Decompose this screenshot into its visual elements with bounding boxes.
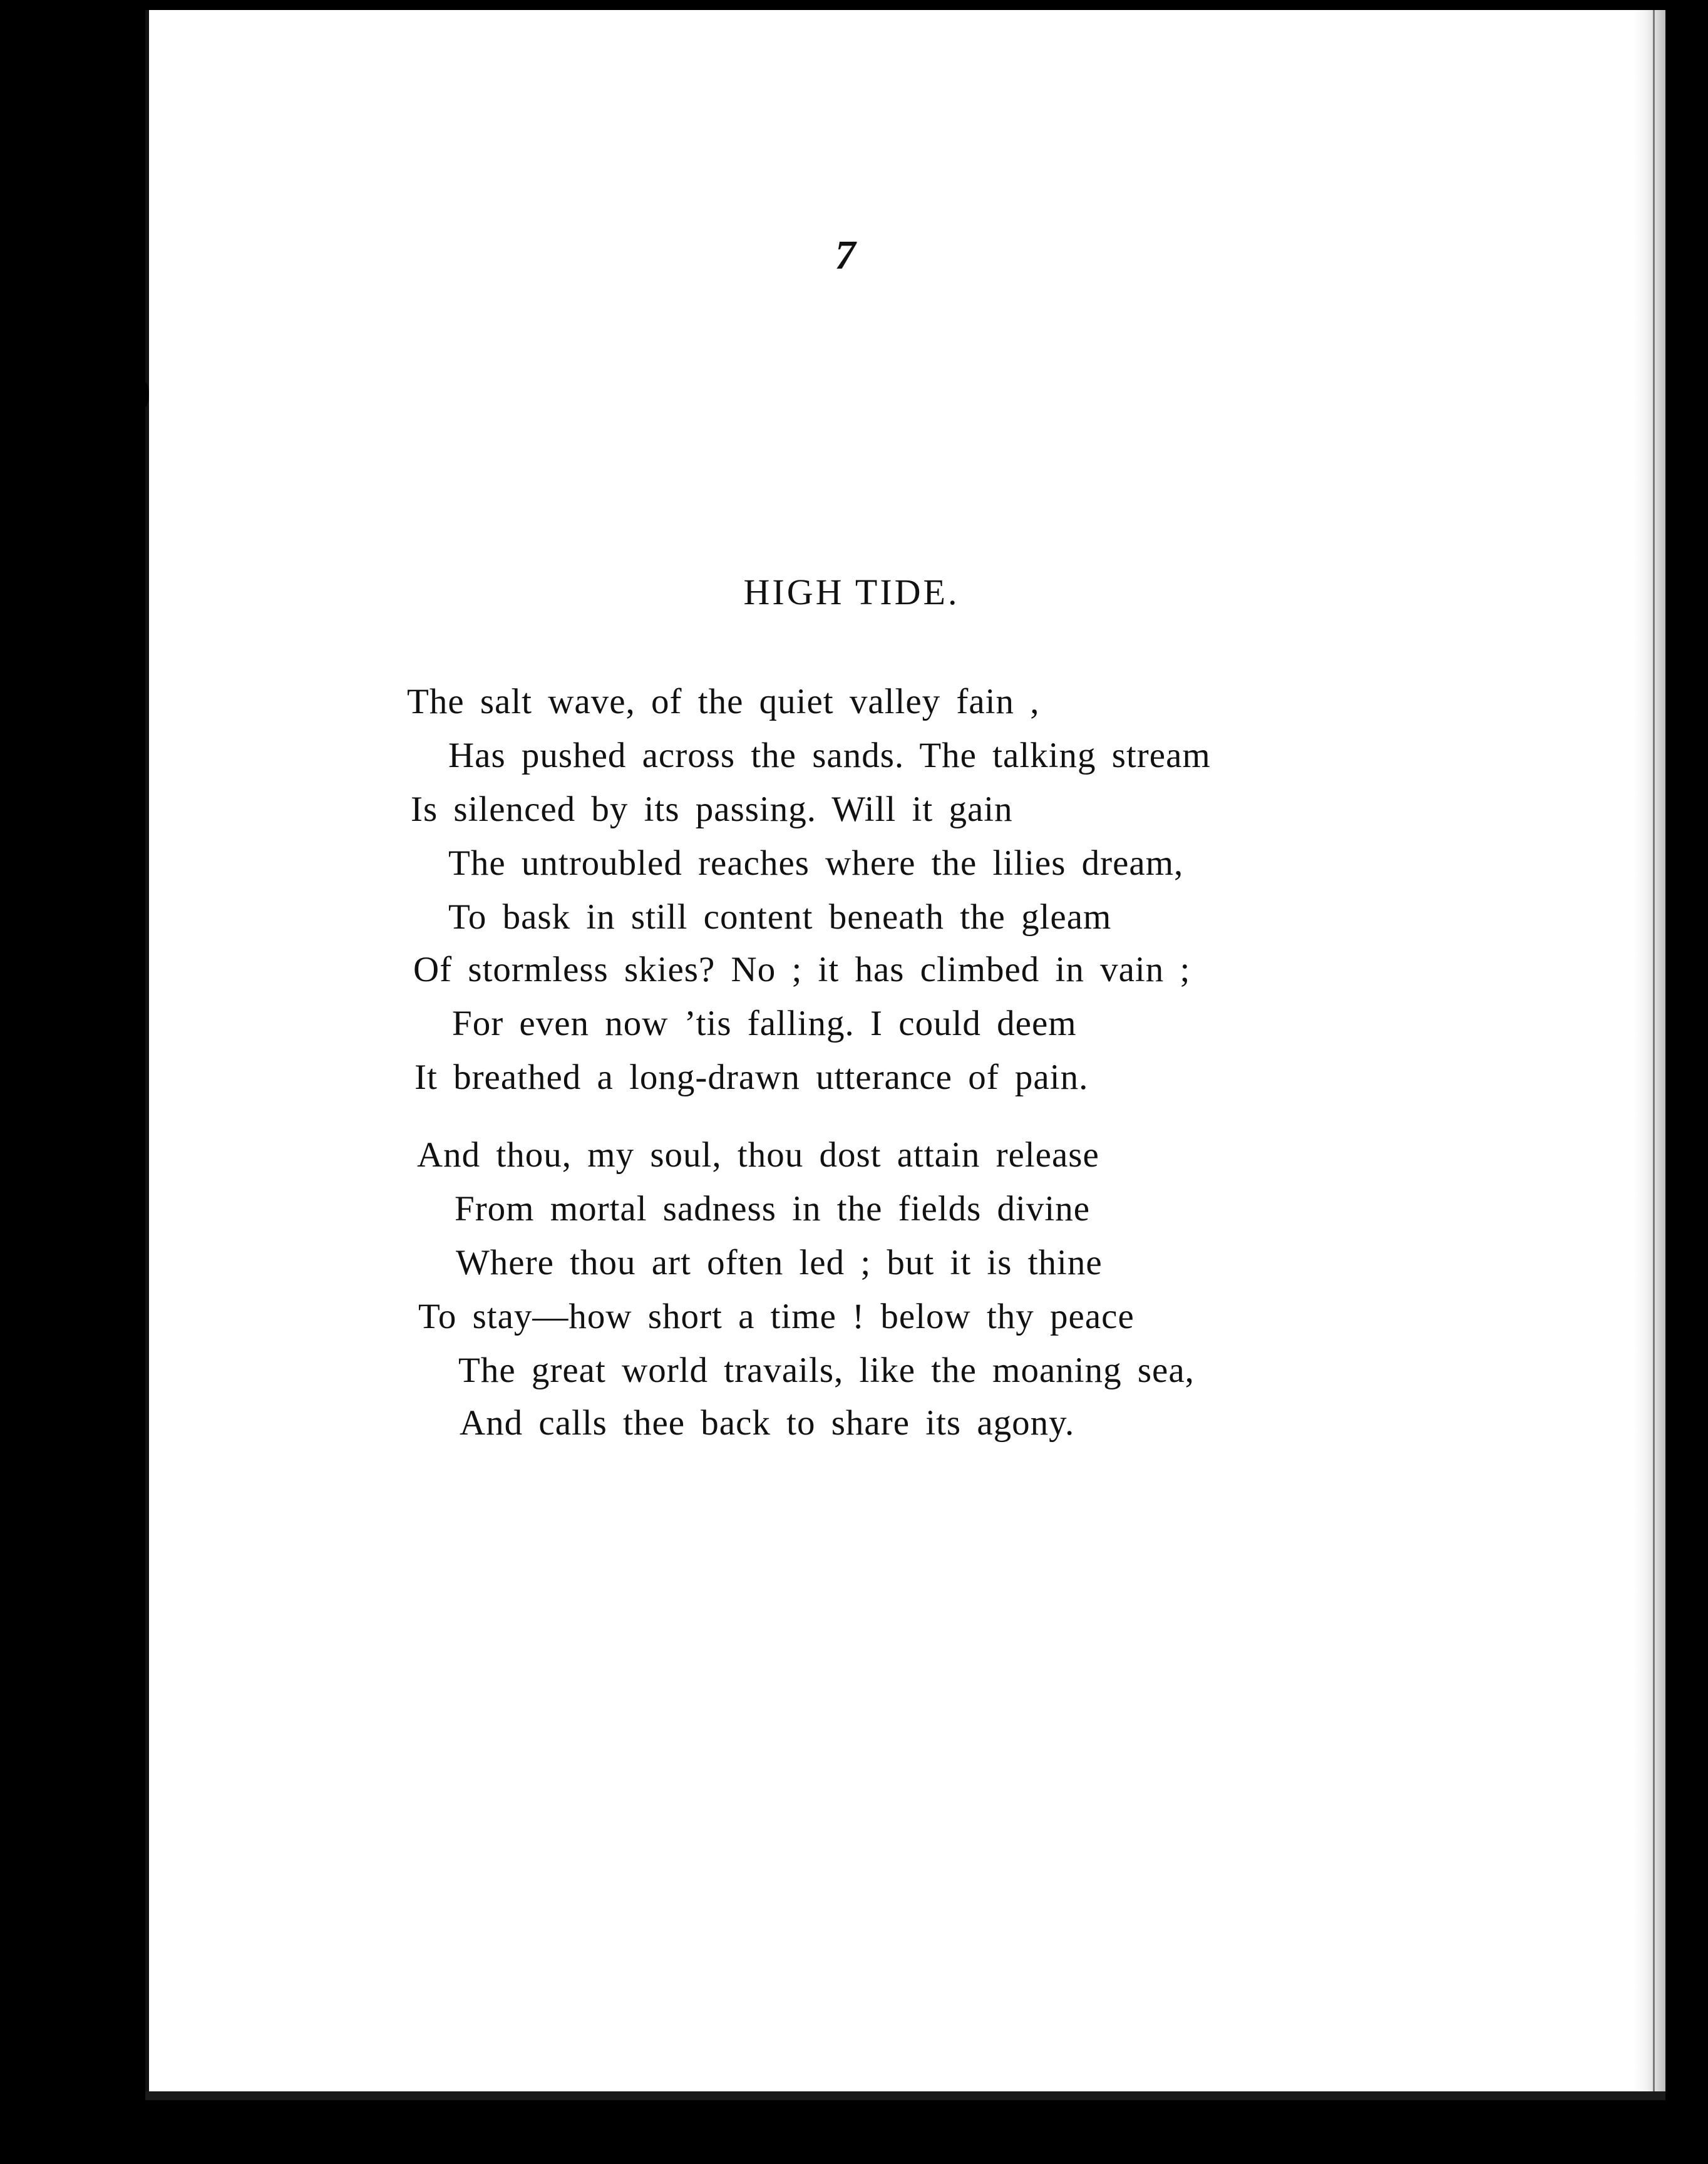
- poem-title: HIGH TIDE.: [743, 572, 960, 612]
- page-number: 7: [835, 232, 856, 278]
- stanza2-line-1: And thou, my soul, thou dost attain release: [417, 1135, 1099, 1175]
- stanza1-line-7: For even now ’tis falling. I could deem: [452, 1004, 1077, 1043]
- stanza1-line-1: The salt wave, of the quiet valley fain ,: [407, 682, 1040, 721]
- bottom-border: [145, 2091, 1665, 2100]
- stanza2-line-4: To stay—how short a time ! below thy peace: [418, 1297, 1134, 1336]
- stanza1-line-5: To bask in still content beneath the gleam: [448, 897, 1112, 937]
- stanza2-line-3: Where thou art often led ; but it is thine: [456, 1243, 1103, 1282]
- stanza2-line-6: And calls thee back to share its agony.: [460, 1403, 1075, 1443]
- page-edge-shading: [1634, 10, 1665, 2100]
- stanza2-line-2: From mortal sadness in the fields divine: [455, 1189, 1091, 1229]
- gutter-line: [145, 10, 149, 2100]
- gutter-mark: [140, 382, 149, 407]
- stanza1-line-6: Of stormless skies? No ; it has climbed in vain ;: [413, 950, 1191, 989]
- page-edge-line: [1653, 10, 1655, 2100]
- stanza2-line-5: The great world travails, like the moaning sea,: [458, 1351, 1195, 1390]
- stanza1-line-4: The untroubled reaches where the lilies dream,: [448, 843, 1184, 883]
- stanza1-line-8: It breathed a long-drawn utterance of pain.: [414, 1058, 1089, 1097]
- stanza1-line-2: Has pushed across the sands. The talking stream: [448, 736, 1211, 775]
- scanned-page: [145, 10, 1665, 2100]
- stanza1-line-3: Is silenced by its passing. Will it gain: [411, 790, 1013, 829]
